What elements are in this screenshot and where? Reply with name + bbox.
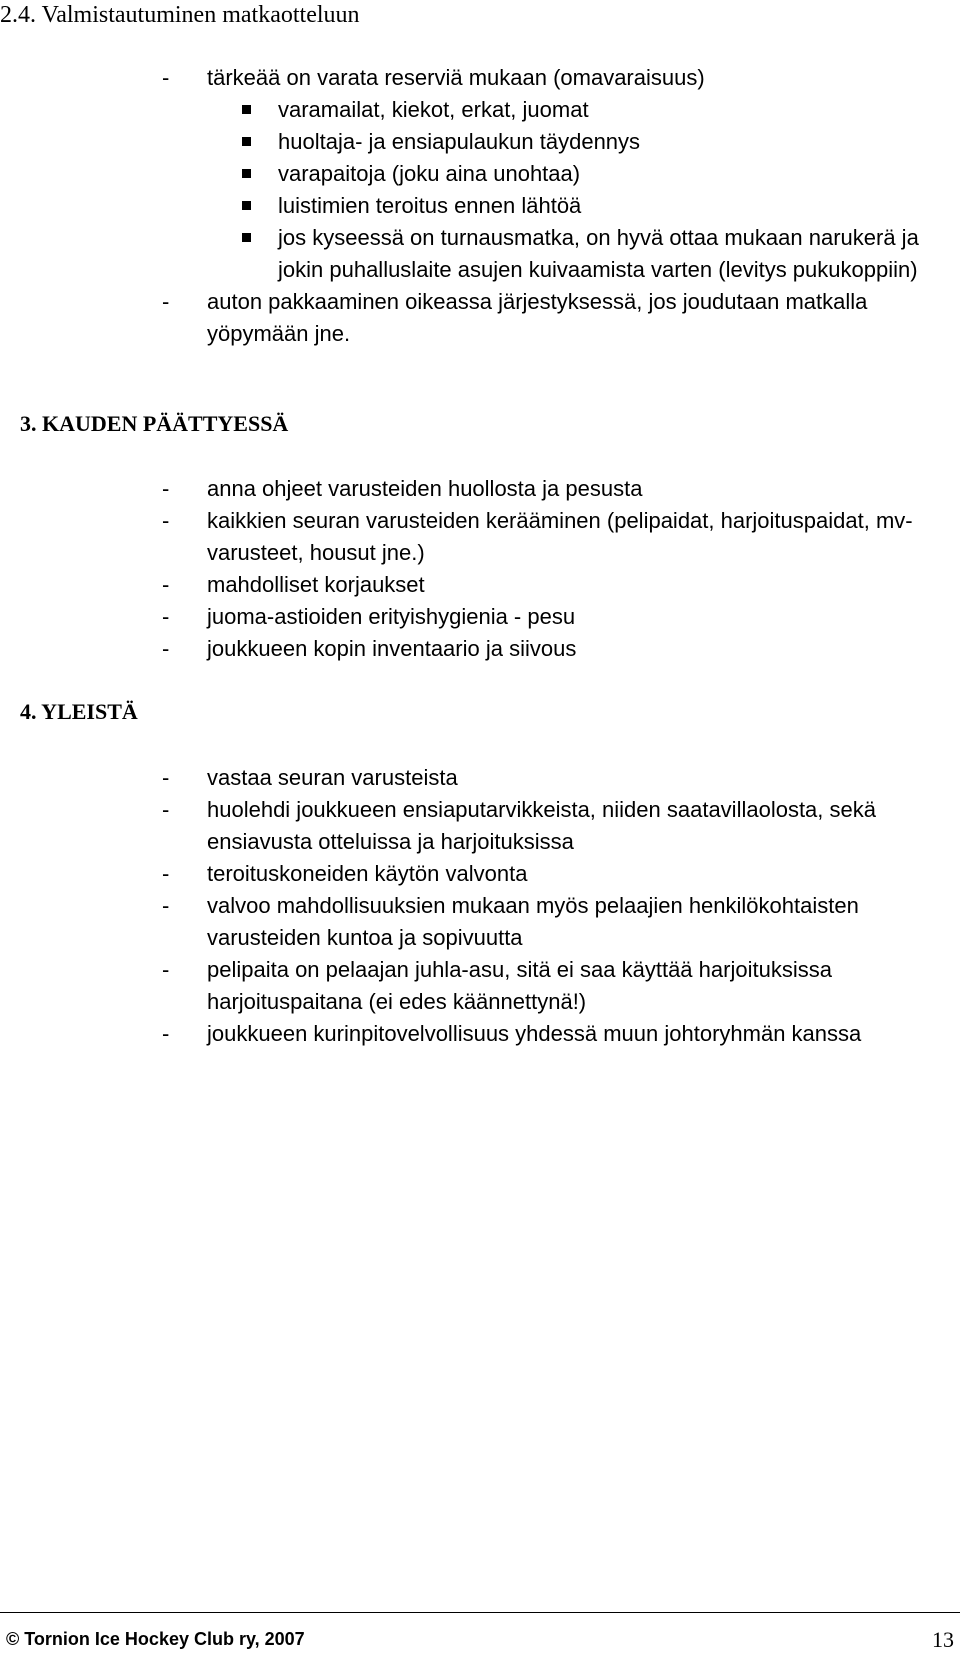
dash-marker: - — [162, 476, 170, 501]
list-item-text: teroituskoneiden käytön valvonta — [207, 861, 528, 886]
page-footer — [0, 1612, 960, 1653]
sub-list-item — [158, 222, 960, 286]
dash-marker: - — [162, 604, 170, 629]
list-season-end — [158, 473, 947, 665]
square-bullet-icon — [242, 137, 251, 146]
square-bullet-icon — [242, 169, 251, 178]
sub-item-text: luistimien teroitus ennen lähtöä — [278, 193, 582, 218]
list-item — [158, 890, 947, 954]
sub-list-item — [158, 94, 960, 126]
list-item — [158, 1018, 947, 1050]
list-item-text: mahdolliset korjaukset — [207, 572, 425, 597]
list-item-text: joukkueen kurinpitovelvollisuus yhdessä muun johtoryhmän kanssa — [207, 1021, 862, 1046]
list-general — [158, 762, 947, 1050]
sub-item-text: huoltaja- ja ensiapulaukun täydennys — [278, 129, 641, 154]
square-bullet-icon — [242, 105, 251, 114]
sub-item-text: varapaitoja (joku aina unohtaa) — [278, 161, 581, 186]
sub-item-text: jos kyseessä on turnausmatka, on hyvä ottaa mukaan narukerä ja jokin puhalluslaite asujen kuivaamista varten (levitys pukukoppiin) — [278, 225, 919, 282]
dash-marker: - — [162, 765, 170, 790]
square-bullet-icon — [242, 201, 251, 210]
dash-marker: - — [162, 861, 170, 886]
list-item — [158, 473, 947, 505]
list-item-text: auton pakkaaminen oikeassa järjestyksessä, jos joudutaan matkalla yöpymään jne. — [207, 289, 868, 346]
section-heading: 4. YLEISTÄ — [20, 699, 138, 724]
list-item — [158, 505, 947, 569]
list-item-text: kaikkien seuran varusteiden kerääminen (pelipaidat, harjoituspaidat, mv-varusteet, housut jne.) — [207, 508, 913, 565]
copyright-text: © Tornion Ice Hockey Club ry, 2007 — [6, 1629, 305, 1649]
dash-marker: - — [162, 893, 170, 918]
list-item — [158, 601, 947, 633]
list-item-text: huolehdi joukkueen ensiaputarvikkeista, niiden saatavillaolosta, sekä ensiavusta otteluissa ja harjoituksissa — [207, 797, 876, 854]
square-bullet-icon — [242, 233, 251, 242]
page-number: 13 — [932, 1627, 954, 1652]
list-item — [158, 794, 947, 858]
list-item-text: joukkueen kopin inventaario ja siivous — [207, 636, 577, 661]
dash-marker: - — [162, 289, 170, 314]
list-item-text: vastaa seuran varusteista — [207, 765, 458, 790]
page-title: 2.4. Valmistautuminen matkaotteluun — [0, 2, 360, 28]
dash-marker: - — [162, 65, 170, 90]
list-item-text: juoma-astioiden erityishygienia - pesu — [207, 604, 576, 629]
sub-list-item — [158, 158, 960, 190]
dash-marker: - — [162, 508, 170, 533]
list-item-text: valvoo mahdollisuuksien mukaan myös pelaajien henkilökohtaisten varusteiden kuntoa ja sopivuutta — [207, 893, 859, 950]
list-item — [158, 858, 947, 890]
dash-marker: - — [162, 636, 170, 661]
list-item-text: pelipaita on pelaajan juhla-asu, sitä ei saa käyttää harjoituksissa harjoituspaitana (ei edes käännettynä!) — [207, 957, 832, 1014]
list-item — [158, 569, 947, 601]
list-item — [158, 286, 947, 350]
dash-marker: - — [162, 572, 170, 597]
list-item — [158, 633, 947, 665]
sub-list-item — [158, 126, 960, 158]
list-preparation — [158, 62, 960, 350]
list-item — [158, 62, 947, 94]
sub-list-item — [158, 190, 960, 222]
dash-marker: - — [162, 957, 170, 982]
list-item — [158, 762, 947, 794]
list-item-text: anna ohjeet varusteiden huollosta ja pesusta — [207, 476, 643, 501]
dash-marker: - — [162, 797, 170, 822]
dash-marker: - — [162, 1021, 170, 1046]
list-item — [158, 954, 947, 1018]
list-item-text: tärkeää on varata reserviä mukaan (omavaraisuus) — [207, 65, 705, 90]
sub-item-text: varamailat, kiekot, erkat, juomat — [278, 97, 589, 122]
section-heading: 3. KAUDEN PÄÄTTYESSÄ — [20, 411, 289, 436]
